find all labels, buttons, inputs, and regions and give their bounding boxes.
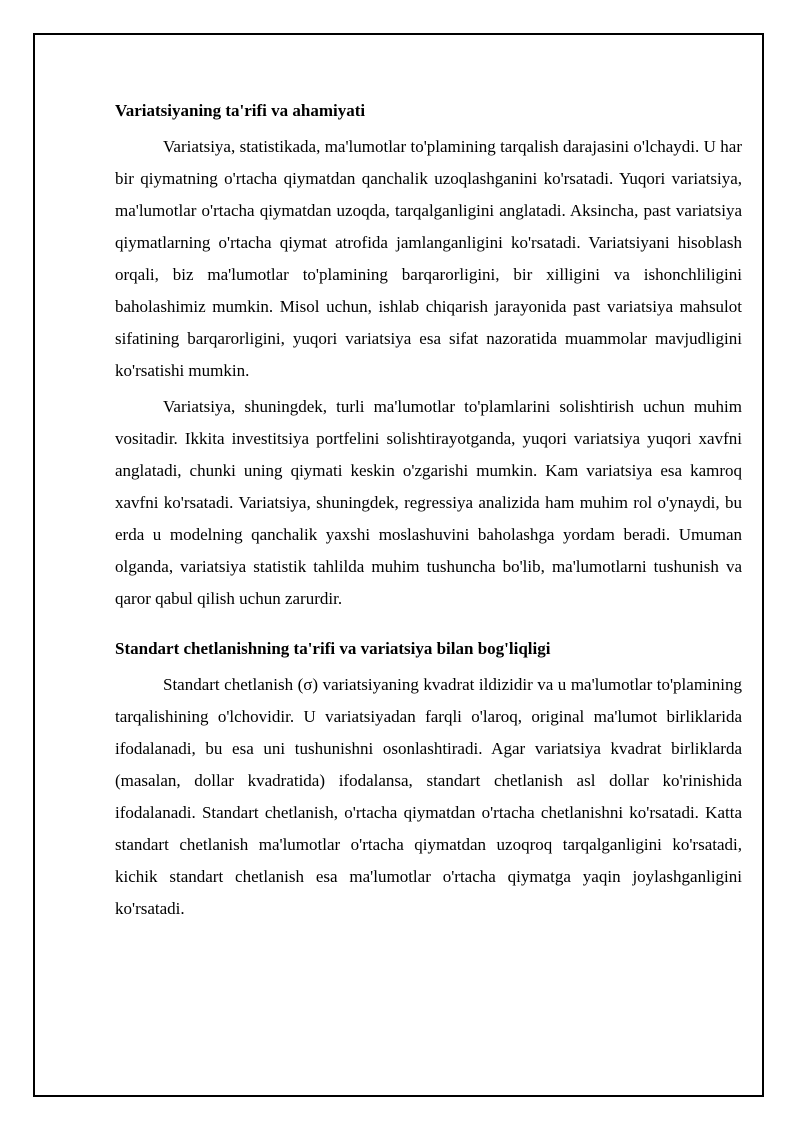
paragraph: Variatsiya, shuningdek, turli ma'lumotlar to'plamlarini solishtirish uchun muhim vositadir. Ikkita investitsiya portfelini solishtirayotganda, yuqori variatsiya yuqori xavfni anglatadi, chunki uning qiymati keskin o'zgarishi mumkin. Kam variatsiya esa kamroq xavfni ko'rsatadi. Variatsiya, shuningdek, regressiya analizida ham muhim rol o'ynaydi, bu erda u modelning qanchalik yaxshi moslashuvini baholashga yordam beradi. Umuman olganda, variatsiya statistik tahlilda muhim tushuncha bo'lib, ma'lumotlarni tushunish va qaror qabul qilish uchun zarurdir. <box>115 397 742 608</box>
paragraph: Variatsiya, statistikada, ma'lumotlar to'plamining tarqalish darajasini o'lchaydi. U har bir qiymatning o'rtacha qiymatdan qanchalik uzoqlashganini ko'rsatadi. Yuqori variatsiya, ma'lumotlar o'rtacha qiymatdan uzoqda, tarqalganligini anglatadi. Aksincha, past variatsiya qiymatlarning o'rtacha qiymat atrofida jamlanganligini ko'rsatadi. Variatsiyani hisoblash orqali, biz ma'lumotlar to'plamining barqarorligini, bir xilligini va ishonchliligini baholashimiz mumkin. Misol uchun, ishlab chiqarish jarayonida past variatsiya mahsulot sifatining barqarorligini, yuqori variatsiya esa sifat nazoratida muammolar mavjudligini ko'rsatishi mumkin. <box>115 137 742 380</box>
paragraph: Standart chetlanish (σ) variatsiyaning kvadrat ildizidir va u ma'lumotlar to'plamining tarqalishining o'lchovidir. U variatsiyadan farqli o'laroq, original ma'lumot birliklarida ifodalanadi, bu esa uni tushunishni osonlashtiradi. Agar variatsiya kvadrat birliklarda (masalan, dollar kvadratida) ifodalansa, standart chetlanish asl dollar ko'rinishida ifodalanadi. Standart chetlanish, o'rtacha qiymatdan o'rtacha chetlanishni ko'rsatadi. Katta standart chetlanish ma'lumotlar o'rtacha qiymatdan uzoqroq tarqalganligini ko'rsatadi, kichik standart chetlanish esa ma'lumotlar o'rtacha qiymatga yaqin joylashganligini ko'rsatadi. <box>115 675 742 918</box>
section-heading: Standart chetlanishning ta'rifi va variatsiya bilan bog'liqligi <box>115 639 551 658</box>
section-heading: Variatsiyaning ta'rifi va ahamiyati <box>115 101 366 120</box>
document-body <box>115 97 742 925</box>
